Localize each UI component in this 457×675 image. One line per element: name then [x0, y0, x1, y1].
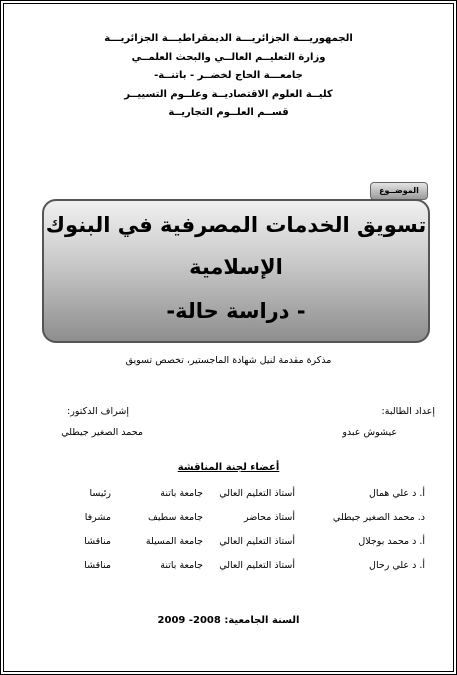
supervisor-label: إشراف الدكتور:: [67, 406, 129, 417]
committee-member-row: [32, 488, 425, 504]
member-name: أ. د محمد بوجلال: [358, 536, 425, 547]
member-rank: أستاذ التعليم العالي: [219, 536, 295, 547]
institution-header: [0, 30, 457, 123]
thesis-title-line-1: تسويق الخدمات المصرفية في البنوك: [45, 213, 427, 237]
ministry-line: وزارة التعليــم العالــي والبحث العلمــي: [131, 51, 326, 63]
member-role: رئيسا: [89, 488, 111, 499]
member-role: مناقشا: [84, 560, 111, 571]
faculty-line: كليــة العلوم الاقتصاديــة وعلــوم التسييــر: [124, 88, 333, 100]
committee-title: أعضاء لجنة المناقشة: [177, 462, 280, 473]
member-role: مناقشا: [84, 536, 111, 547]
member-name: أ. د علي همال: [369, 488, 425, 499]
supervisor-name: محمد الصغير جيطلي: [61, 427, 143, 438]
member-rank: أستاذ التعليم العالي: [219, 560, 295, 571]
member-university: جامعة المسيلة: [145, 536, 203, 547]
member-university: جامعة باتنة: [160, 560, 203, 571]
academic-year: السنة الجامعية: 2008- 2009: [157, 615, 300, 626]
member-rank: أستاذ محاضر: [243, 512, 295, 523]
member-name: أ. د علي رحال: [369, 560, 425, 571]
student-name: عيشوش عبدو: [342, 427, 397, 438]
university-line: جامعـــة الحاج لخضــر - باتنــة-: [154, 70, 303, 81]
committee-member-row: [32, 560, 425, 576]
department-line: قســم العلــوم التجاريــة: [168, 107, 289, 118]
memo-subtitle: مذكرة مقدمة لنيل شهادة الماجستير، تخصص تسويق: [125, 355, 332, 366]
member-role: مشرفا: [84, 512, 111, 523]
committee-member-row: [32, 512, 425, 528]
committee-member-row: [32, 536, 425, 552]
member-name: د. محمد الصغير جيطلي: [332, 512, 425, 523]
member-university: جامعة سطيف: [147, 512, 203, 523]
republic-line: الجمهوريـــة الجزائريـــة الديمقراطيـــة الجزائريـــة: [104, 33, 353, 44]
topic-label: الموضــوع: [370, 182, 428, 200]
title-box: [42, 199, 430, 343]
member-university: جامعة باتنة: [160, 488, 203, 499]
member-rank: أستاذ التعليم العالي: [219, 488, 295, 499]
thesis-title-line-2: الإسلامية: [189, 255, 283, 279]
student-label: إعداد الطالبة:: [381, 406, 435, 417]
thesis-title-line-3: - دراسة حالة-: [166, 299, 306, 323]
